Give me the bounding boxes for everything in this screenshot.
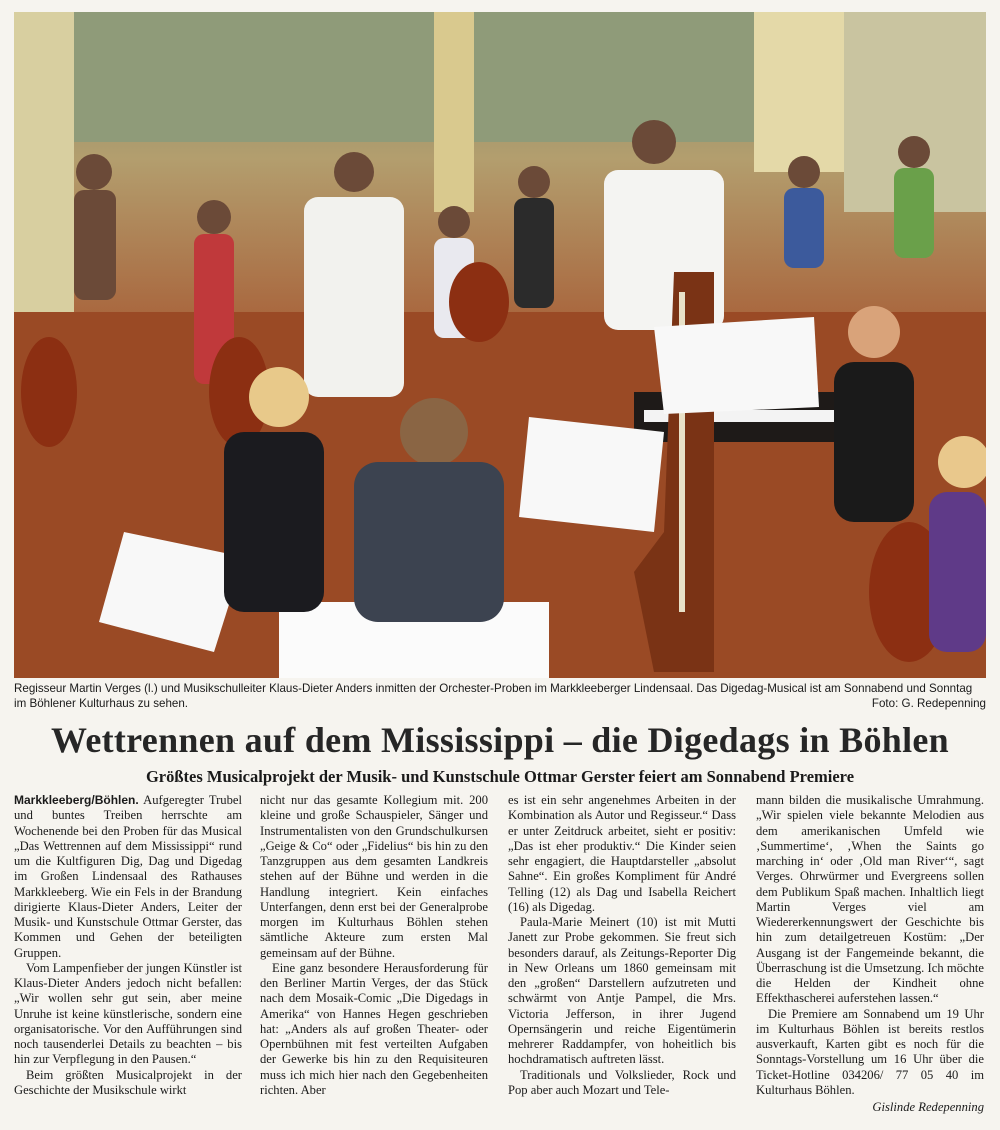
article-column-4 xyxy=(756,793,984,1098)
dateline: Markkleeberg/Böhlen. xyxy=(14,793,139,807)
paragraph: mann bilden die musikalische Umrahmung. „Wir spielen viele bekannte Melodien aus dem amerikanischen Umfeld wie ‚Summertime‘, ‚When the Saints go marching in‘ oder ‚Old man River‘“, sagt Verges. Ohrwürmer und Evergreens sollen dem Publikum Spaß machen. Inhaltlich liegt Martin Verges viel am Wiedererkennungswert der Geschichte bis hin zum detailgetreuen Kostüm: „Der Ausgang ist der Fangemeinde bekannt, die Überraschung ist die Umsetzung. Ich möchte die Helden der Kindheit ohne Effekthascherei auferstehen lassen.“ xyxy=(756,793,984,1006)
paragraph: Traditionals und Volkslieder, Rock und Pop aber auch Mozart und Tele- xyxy=(508,1067,736,1097)
article-column-3 xyxy=(508,793,736,1098)
paragraph: Vom Lampenfieber der jungen Künstler ist Klaus-Dieter Anders jedoch nicht befallen: „Wir wollen sehr gut sein, aber meine Unruhe ist keine künstlerische, sondern eine organisatorische. Vor den Aufführungen sind noch tausenderlei Details zu beachten – bis hin zur Verpflegung in den Pausen.“ xyxy=(14,960,242,1067)
paragraph: Eine ganz besondere Herausforderung für den Berliner Martin Verges, der das Stück nach dem Mosaik-Comic „Die Digedags in Amerika“ von Hannes Hegen geschrieben hat: „Anders als auf großen Theater- oder Opernbühnen mit fest verteilten Aufgaben der Gewerke bis hin zu den Requisiteuren muss ich mich hier nach den Gegebenheiten richten. Aber xyxy=(260,960,488,1097)
article-photo xyxy=(14,12,986,678)
headline: Wettrennen auf dem Mississippi – die Digedags in Böhlen xyxy=(51,720,949,760)
paragraph-text: Aufgeregter Trubel und buntes Treiben herrschte am Wochenende bei den Proben für das Musical „Das Wettrennen auf dem Mississippi“ rund um die Kultfiguren Dig, Dag und Digedag im Großen Lindensaal des Rathauses Markkleeberg. Wie ein Fels in der Brandung dirigierte Klaus-Dieter Anders, Leiter der Musik- und Kunstschule Ottmar Gerster, das Kommen und Gehen der beteiligten Gruppen. xyxy=(14,793,242,960)
caption-text: Regisseur Martin Verges (l.) und Musikschulleiter Klaus-Dieter Anders inmitten der Orchester-Proben im Markkleeberger Lindensaal. Das Digedag-Musical ist am Sonnabend und Sonntag im Böhlener Kulturhaus zu sehen. xyxy=(14,682,973,710)
article-column-2 xyxy=(260,793,488,1098)
author-byline: Gislinde Redepenning xyxy=(872,1100,984,1114)
paragraph: Paula-Marie Meinert (10) ist mit Mutti Janett zur Probe gekommen. Sie freut sich besonders darauf, als Zeitungs-Reporter Dig in New Orleans um 1860 gemeinsam mit den „großen“ Darstellern aufzutreten und schwärmt von Antje Pampel, die Mrs. Victoria Jefferson, in ihrer Jugend Opernsängerin und reiche Eigentümerin mehrerer Raddampfer, von hoheitlich bis hochdramatisch auftreten lässt. xyxy=(508,915,736,1067)
paragraph: Die Premiere am Sonnabend um 19 Uhr im Kulturhaus Böhlen ist bereits restlos ausverkauft, Karten gibt es noch für die Sonntags-Vorstellung um 16 Uhr über die Ticket-Hotline 034206/ 77 05 40 im Kulturhaus Böhlen. xyxy=(756,1006,984,1097)
subheadline: Größtes Musicalprojekt der Musik- und Kunstschule Ottmar Gerster feiert am Sonnabend Premiere xyxy=(145,767,855,786)
paragraph xyxy=(14,793,242,961)
paragraph: es ist ein sehr angenehmes Arbeiten in der Kombination als Autor und Regisseur.“ Dass er unter Zeitdruck arbeitet, sieht er positiv: „Das ist eher produktiv.“ Die Kinder seien sehr engagiert, die Hauptdarsteller „absolut Sahne“. Ein großes Kompliment für André Telling (12) als Dag und Isabella Reichert (16) als Digedag. xyxy=(508,793,736,914)
article-column-1 xyxy=(14,793,242,1098)
paragraph: nicht nur das gesamte Kollegium mit. 200 kleine und große Schauspieler, Sänger und Instrumentalisten von den Grundschulkursen „Geige & Co“ oder „Fidelius“ bis hin zu den Tanzgruppen aus dem gesamten Landkreis stehen auf der Bühne und werden in die Handlung integriert. Kein einfaches Unterfangen, denn erst bei der Generalprobe morgen im Kulturhaus Böhlen stehen sämtliche Akteure zum ersten Mal gemeinsam auf der Bühne. xyxy=(260,793,488,960)
photo-credit: Foto: G. Redepenning xyxy=(871,696,986,710)
orchestra-rehearsal-illustration xyxy=(14,12,986,678)
photo-caption xyxy=(14,682,986,711)
paragraph: Beim größten Musicalprojekt in der Geschichte der Musikschule wirkt xyxy=(14,1067,242,1097)
